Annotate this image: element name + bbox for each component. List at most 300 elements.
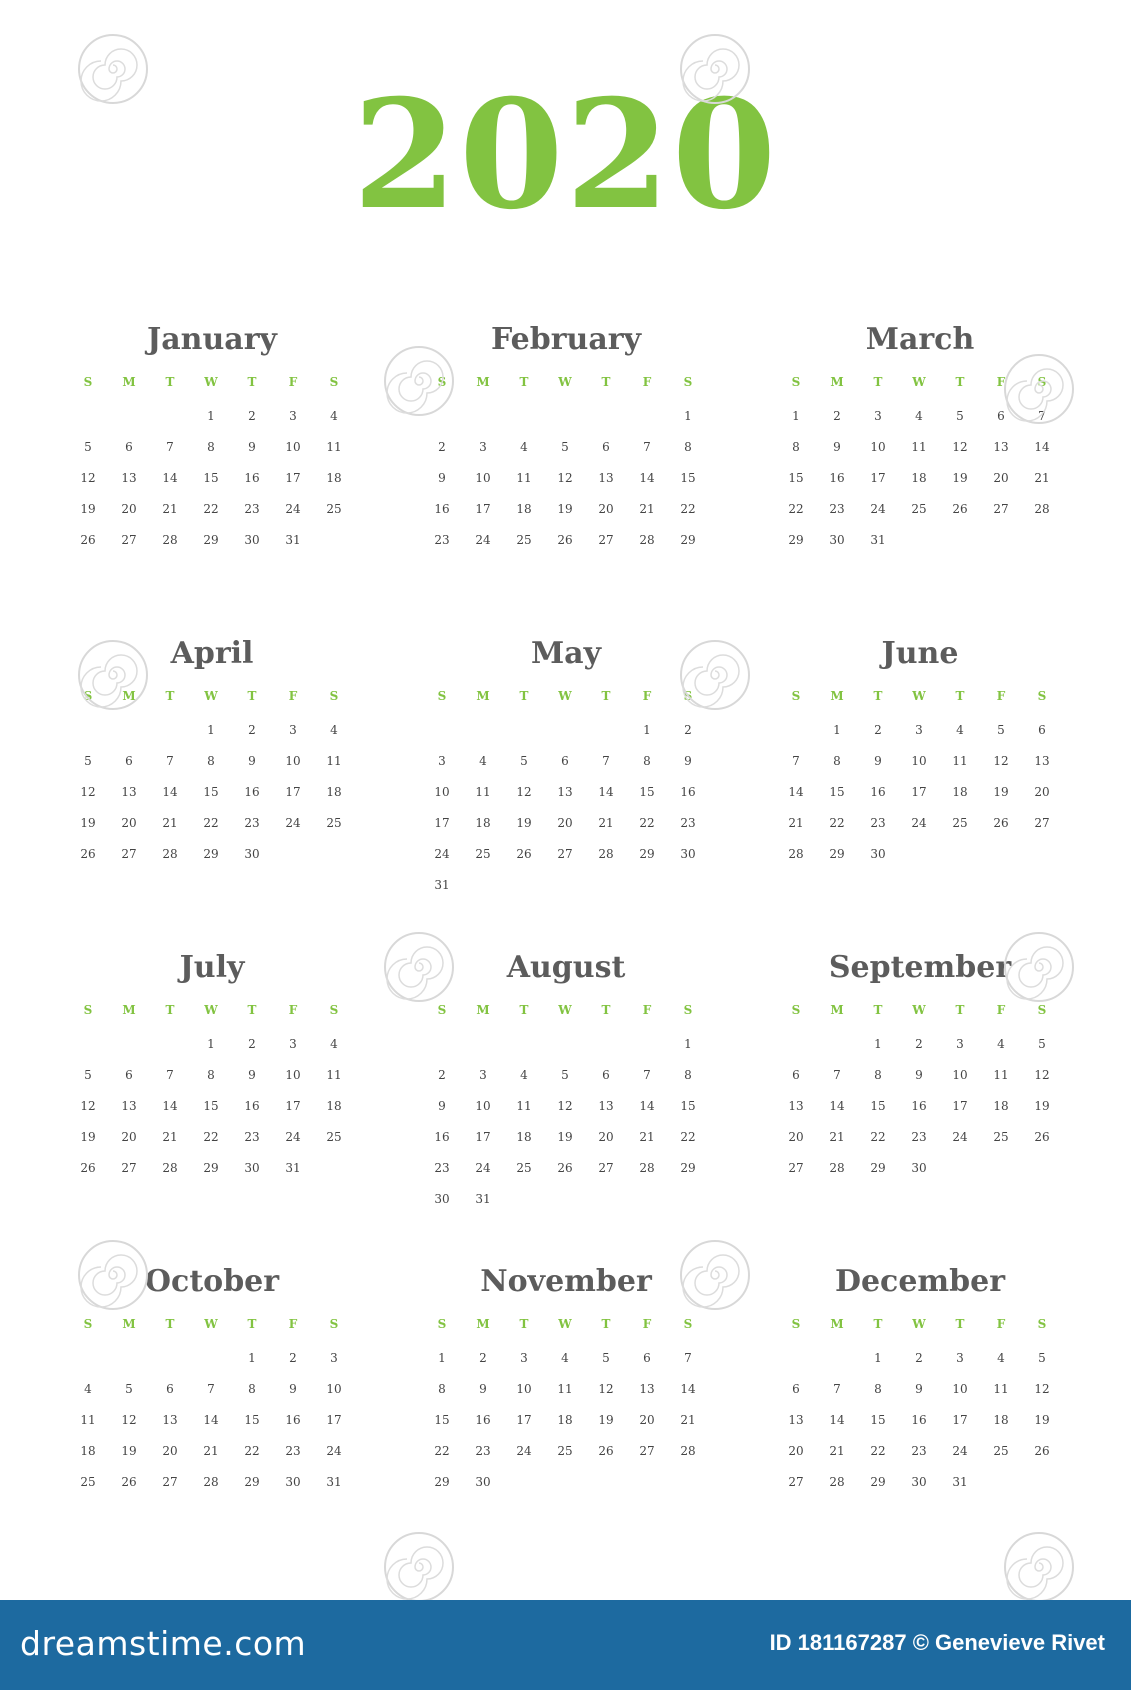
day-cell: 16 (870, 785, 886, 799)
day-cell: 2 (289, 1351, 297, 1365)
day-cell: 10 (911, 754, 927, 768)
day-cell: 21 (829, 1130, 845, 1144)
month-february (416, 320, 716, 620)
weekday-label: T (955, 375, 965, 389)
day-cell: 29 (870, 1475, 886, 1489)
day-cell: 5 (956, 409, 964, 423)
day-cell: 25 (326, 816, 342, 830)
day-cell: 3 (479, 1068, 487, 1082)
day-cell: 26 (80, 533, 96, 547)
day-cell: 30 (829, 533, 845, 547)
day-cell: 20 (788, 1444, 804, 1458)
day-cell: 20 (788, 1130, 804, 1144)
day-cell: 12 (80, 471, 96, 485)
day-cell: 2 (248, 723, 256, 737)
month-july (62, 948, 362, 1248)
weekday-label: M (122, 689, 136, 703)
day-cell: 7 (166, 754, 174, 768)
day-cell: 26 (1034, 1130, 1050, 1144)
day-cell: 19 (598, 1413, 614, 1427)
day-cell: 5 (561, 440, 569, 454)
weekday-label: S (1037, 1317, 1047, 1331)
day-cell: 17 (285, 471, 301, 485)
day-cell: 20 (557, 816, 573, 830)
day-cell: 12 (80, 785, 96, 799)
day-cell: 2 (479, 1351, 487, 1365)
weekday-label: T (873, 689, 883, 703)
day-cell: 8 (792, 440, 800, 454)
day-cell: 2 (248, 1037, 256, 1051)
day-cell: 9 (438, 471, 446, 485)
day-cell: 2 (438, 440, 446, 454)
day-cell: 4 (479, 754, 487, 768)
day-cell: 17 (870, 471, 886, 485)
day-cell: 18 (516, 1130, 532, 1144)
weekday-label: W (204, 689, 218, 703)
day-cell: 31 (285, 1161, 301, 1175)
day-cell: 20 (639, 1413, 655, 1427)
month-name: January (147, 322, 277, 357)
day-cell: 24 (326, 1444, 342, 1458)
weekday-label: T (247, 1317, 257, 1331)
weekday-label: S (437, 1317, 447, 1331)
month-december (770, 1262, 1070, 1562)
weekday-label: S (791, 375, 801, 389)
day-cell: 14 (639, 471, 655, 485)
day-cell: 15 (203, 1099, 219, 1113)
day-cell: 1 (207, 1037, 215, 1051)
weekday-label: T (873, 1003, 883, 1017)
day-cell: 10 (952, 1382, 968, 1396)
day-cell: 3 (289, 723, 297, 737)
day-cell: 8 (684, 440, 692, 454)
weekday-label: W (558, 375, 572, 389)
month-november (416, 1262, 716, 1562)
day-cell: 30 (244, 847, 260, 861)
day-cell: 20 (598, 502, 614, 516)
day-cell: 13 (639, 1382, 655, 1396)
weekday-label: W (912, 375, 926, 389)
month-name: June (881, 636, 959, 671)
day-cell: 14 (598, 785, 614, 799)
weekday-label: F (288, 1003, 298, 1017)
day-cell: 29 (788, 533, 804, 547)
day-cell: 13 (598, 1099, 614, 1113)
weekday-label: M (476, 1003, 490, 1017)
day-cell: 4 (330, 723, 338, 737)
day-cell: 22 (680, 502, 696, 516)
weekday-label: S (83, 1003, 93, 1017)
month-name: August (506, 950, 626, 985)
day-cell: 7 (207, 1382, 215, 1396)
day-cell: 14 (829, 1099, 845, 1113)
day-cell: 23 (870, 816, 886, 830)
weekday-label: S (683, 375, 693, 389)
day-cell: 18 (952, 785, 968, 799)
day-cell: 8 (874, 1382, 882, 1396)
day-cell: 29 (680, 1161, 696, 1175)
day-cell: 1 (207, 723, 215, 737)
day-cell: 5 (125, 1382, 133, 1396)
weekday-label: M (476, 689, 490, 703)
day-cell: 22 (870, 1444, 886, 1458)
weekday-label: T (955, 1003, 965, 1017)
weekday-label: S (437, 689, 447, 703)
day-cell: 30 (244, 1161, 260, 1175)
day-cell: 3 (479, 440, 487, 454)
brand-logo[interactable]: dreamstime.com (20, 1624, 307, 1663)
day-cell: 27 (788, 1161, 804, 1175)
day-cell: 12 (1034, 1068, 1050, 1082)
day-cell: 25 (557, 1444, 573, 1458)
weekday-label: F (996, 689, 1006, 703)
day-cell: 23 (434, 533, 450, 547)
day-cell: 27 (788, 1475, 804, 1489)
weekday-label: S (437, 375, 447, 389)
day-cell: 3 (874, 409, 882, 423)
day-cell: 28 (203, 1475, 219, 1489)
day-cell: 12 (557, 471, 573, 485)
day-cell: 22 (829, 816, 845, 830)
month-name: July (179, 950, 245, 985)
day-cell: 13 (121, 471, 137, 485)
day-cell: 19 (952, 471, 968, 485)
day-cell: 4 (84, 1382, 92, 1396)
day-cell: 17 (434, 816, 450, 830)
day-cell: 14 (788, 785, 804, 799)
day-cell: 12 (1034, 1382, 1050, 1396)
day-cell: 15 (680, 471, 696, 485)
weekday-label: S (683, 689, 693, 703)
day-cell: 16 (244, 785, 260, 799)
day-cell: 7 (166, 1068, 174, 1082)
day-cell: 16 (475, 1413, 491, 1427)
month-name: February (490, 322, 641, 357)
weekday-label: W (204, 1003, 218, 1017)
day-cell: 10 (475, 1099, 491, 1113)
day-cell: 5 (1038, 1037, 1046, 1051)
day-cell: 15 (870, 1413, 886, 1427)
day-cell: 8 (684, 1068, 692, 1082)
weekday-label: M (830, 375, 844, 389)
day-cell: 1 (207, 409, 215, 423)
day-cell: 26 (80, 1161, 96, 1175)
day-cell: 14 (680, 1382, 696, 1396)
day-cell: 8 (833, 754, 841, 768)
day-cell: 18 (993, 1413, 1009, 1427)
day-cell: 3 (915, 723, 923, 737)
day-cell: 8 (207, 754, 215, 768)
day-cell: 19 (80, 502, 96, 516)
weekday-label: T (873, 375, 883, 389)
day-cell: 6 (125, 440, 133, 454)
day-cell: 2 (915, 1351, 923, 1365)
weekday-label: F (288, 689, 298, 703)
day-cell: 25 (326, 1130, 342, 1144)
weekday-label: W (204, 1317, 218, 1331)
day-cell: 10 (952, 1068, 968, 1082)
day-cell: 11 (952, 754, 968, 768)
day-cell: 7 (833, 1382, 841, 1396)
day-cell: 14 (639, 1099, 655, 1113)
day-cell: 19 (993, 785, 1009, 799)
weekday-label: F (642, 689, 652, 703)
day-cell: 25 (516, 533, 532, 547)
day-cell: 30 (475, 1475, 491, 1489)
day-cell: 9 (874, 754, 882, 768)
day-cell: 16 (829, 471, 845, 485)
weekday-label: M (830, 1317, 844, 1331)
day-cell: 8 (874, 1068, 882, 1082)
day-cell: 20 (162, 1444, 178, 1458)
day-cell: 15 (434, 1413, 450, 1427)
day-cell: 19 (80, 1130, 96, 1144)
day-cell: 8 (643, 754, 651, 768)
month-name: April (170, 636, 254, 671)
day-cell: 30 (285, 1475, 301, 1489)
year-title: 2020 (352, 67, 779, 243)
day-cell: 25 (326, 502, 342, 516)
weekday-label: T (247, 689, 257, 703)
day-cell: 13 (788, 1413, 804, 1427)
day-cell: 28 (598, 847, 614, 861)
day-cell: 5 (997, 723, 1005, 737)
weekday-label: T (519, 375, 529, 389)
day-cell: 9 (248, 440, 256, 454)
day-cell: 24 (952, 1444, 968, 1458)
weekday-label: M (830, 689, 844, 703)
day-cell: 13 (162, 1413, 178, 1427)
day-cell: 29 (680, 533, 696, 547)
weekday-label: S (329, 1003, 339, 1017)
month-name: November (480, 1264, 652, 1299)
day-cell: 23 (829, 502, 845, 516)
month-september (770, 948, 1070, 1248)
weekday-label: T (165, 1003, 175, 1017)
day-cell: 24 (516, 1444, 532, 1458)
day-cell: 14 (203, 1413, 219, 1427)
day-cell: 1 (874, 1037, 882, 1051)
weekday-label: F (642, 375, 652, 389)
day-cell: 30 (680, 847, 696, 861)
day-cell: 29 (244, 1475, 260, 1489)
day-cell: 7 (833, 1068, 841, 1082)
day-cell: 2 (833, 409, 841, 423)
day-cell: 6 (166, 1382, 174, 1396)
day-cell: 19 (557, 502, 573, 516)
day-cell: 25 (80, 1475, 96, 1489)
day-cell: 4 (520, 1068, 528, 1082)
day-cell: 17 (475, 1130, 491, 1144)
day-cell: 18 (80, 1444, 96, 1458)
day-cell: 13 (121, 785, 137, 799)
day-cell: 31 (870, 533, 886, 547)
day-cell: 17 (326, 1413, 342, 1427)
day-cell: 31 (326, 1475, 342, 1489)
weekday-label: S (791, 1003, 801, 1017)
day-cell: 10 (285, 440, 301, 454)
day-cell: 18 (911, 471, 927, 485)
weekday-label: W (558, 1003, 572, 1017)
month-august (416, 948, 716, 1248)
day-cell: 4 (520, 440, 528, 454)
weekday-label: S (329, 1317, 339, 1331)
day-cell: 27 (121, 533, 137, 547)
day-cell: 4 (330, 409, 338, 423)
day-cell: 6 (602, 440, 610, 454)
day-cell: 1 (874, 1351, 882, 1365)
day-cell: 18 (557, 1413, 573, 1427)
month-name: May (530, 636, 602, 671)
day-cell: 3 (330, 1351, 338, 1365)
weekday-label: M (122, 1317, 136, 1331)
day-cell: 22 (434, 1444, 450, 1458)
day-cell: 9 (289, 1382, 297, 1396)
weekday-label: F (642, 1003, 652, 1017)
day-cell: 18 (326, 785, 342, 799)
day-cell: 5 (84, 440, 92, 454)
day-cell: 28 (788, 847, 804, 861)
day-cell: 25 (911, 502, 927, 516)
day-cell: 2 (684, 723, 692, 737)
day-cell: 1 (248, 1351, 256, 1365)
day-cell: 27 (557, 847, 573, 861)
day-cell: 12 (80, 1099, 96, 1113)
weekday-label: T (601, 1317, 611, 1331)
day-cell: 11 (80, 1413, 96, 1427)
day-cell: 23 (680, 816, 696, 830)
day-cell: 11 (326, 440, 342, 454)
day-cell: 19 (1034, 1099, 1050, 1113)
day-cell: 28 (639, 1161, 655, 1175)
day-cell: 15 (639, 785, 655, 799)
day-cell: 10 (285, 1068, 301, 1082)
weekday-label: M (476, 1317, 490, 1331)
weekday-label: W (912, 1317, 926, 1331)
day-cell: 11 (326, 754, 342, 768)
day-cell: 3 (289, 1037, 297, 1051)
day-cell: 23 (911, 1444, 927, 1458)
day-cell: 28 (639, 533, 655, 547)
day-cell: 17 (911, 785, 927, 799)
day-cell: 27 (162, 1475, 178, 1489)
day-cell: 10 (475, 471, 491, 485)
day-cell: 27 (121, 847, 137, 861)
day-cell: 28 (162, 847, 178, 861)
day-cell: 23 (475, 1444, 491, 1458)
weekday-label: T (873, 1317, 883, 1331)
day-cell: 31 (475, 1192, 491, 1206)
day-cell: 5 (84, 1068, 92, 1082)
day-cell: 26 (557, 1161, 573, 1175)
day-cell: 6 (997, 409, 1005, 423)
day-cell: 23 (434, 1161, 450, 1175)
day-cell: 7 (643, 440, 651, 454)
day-cell: 15 (870, 1099, 886, 1113)
day-cell: 10 (870, 440, 886, 454)
day-cell: 15 (203, 471, 219, 485)
day-cell: 1 (792, 409, 800, 423)
day-cell: 24 (285, 816, 301, 830)
day-cell: 22 (203, 1130, 219, 1144)
weekday-label: S (329, 375, 339, 389)
weekday-label: W (204, 375, 218, 389)
day-cell: 15 (788, 471, 804, 485)
day-cell: 30 (911, 1161, 927, 1175)
month-name: December (834, 1264, 1006, 1299)
month-name: October (144, 1264, 280, 1299)
day-cell: 11 (993, 1068, 1009, 1082)
day-cell: 16 (680, 785, 696, 799)
weekday-label: W (558, 1317, 572, 1331)
day-cell: 12 (121, 1413, 137, 1427)
day-cell: 24 (475, 1161, 491, 1175)
day-cell: 15 (203, 785, 219, 799)
day-cell: 22 (244, 1444, 260, 1458)
day-cell: 16 (244, 471, 260, 485)
day-cell: 8 (248, 1382, 256, 1396)
day-cell: 3 (289, 409, 297, 423)
month-name: March (865, 322, 975, 357)
weekday-label: S (1037, 375, 1047, 389)
day-cell: 29 (203, 533, 219, 547)
weekday-label: F (288, 1317, 298, 1331)
weekday-label: S (791, 1317, 801, 1331)
day-cell: 28 (829, 1161, 845, 1175)
day-cell: 16 (434, 1130, 450, 1144)
day-cell: 13 (788, 1099, 804, 1113)
day-cell: 21 (788, 816, 804, 830)
weekday-label: T (519, 1003, 529, 1017)
weekday-label: S (83, 689, 93, 703)
day-cell: 28 (829, 1475, 845, 1489)
month-april (62, 634, 362, 934)
day-cell: 19 (516, 816, 532, 830)
day-cell: 27 (993, 502, 1009, 516)
day-cell: 12 (993, 754, 1009, 768)
day-cell: 13 (557, 785, 573, 799)
day-cell: 6 (1038, 723, 1046, 737)
weekday-label: M (122, 375, 136, 389)
day-cell: 15 (680, 1099, 696, 1113)
day-cell: 6 (125, 1068, 133, 1082)
weekday-label: T (247, 1003, 257, 1017)
day-cell: 20 (993, 471, 1009, 485)
day-cell: 3 (438, 754, 446, 768)
day-cell: 18 (475, 816, 491, 830)
day-cell: 13 (121, 1099, 137, 1113)
day-cell: 18 (326, 471, 342, 485)
weekday-label: M (122, 1003, 136, 1017)
day-cell: 10 (285, 754, 301, 768)
day-cell: 3 (520, 1351, 528, 1365)
weekday-label: T (247, 375, 257, 389)
day-cell: 14 (162, 471, 178, 485)
day-cell: 6 (792, 1382, 800, 1396)
day-cell: 16 (911, 1099, 927, 1113)
day-cell: 16 (434, 502, 450, 516)
day-cell: 24 (434, 847, 450, 861)
day-cell: 8 (207, 1068, 215, 1082)
day-cell: 26 (80, 847, 96, 861)
day-cell: 13 (993, 440, 1009, 454)
day-cell: 21 (162, 502, 178, 516)
weekday-label: T (955, 689, 965, 703)
day-cell: 5 (602, 1351, 610, 1365)
day-cell: 23 (244, 502, 260, 516)
day-cell: 4 (915, 409, 923, 423)
day-cell: 21 (162, 1130, 178, 1144)
